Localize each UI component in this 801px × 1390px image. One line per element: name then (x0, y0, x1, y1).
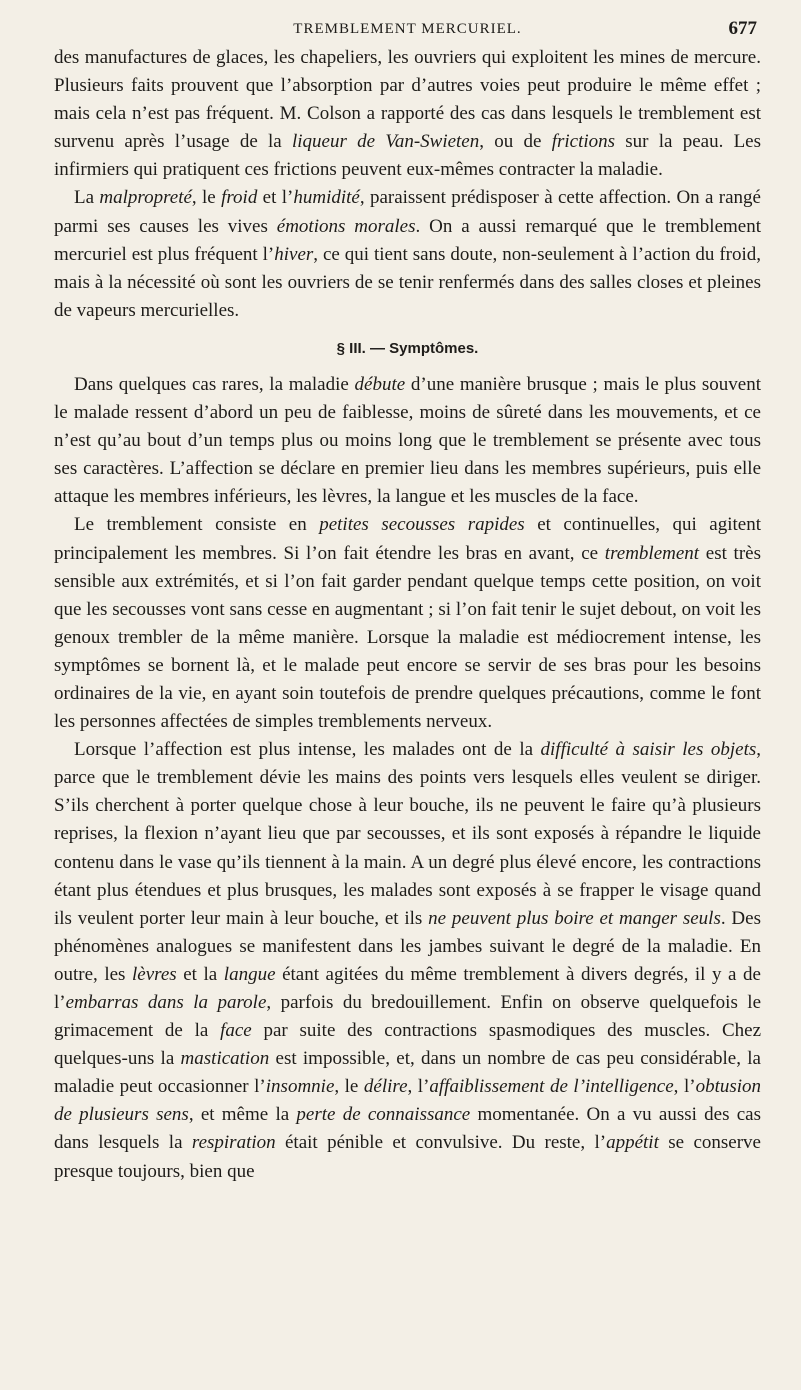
text-run: des manufactures de glaces, les chapeliers, les ouvriers qui exploitent les mines de mercure. Plusieurs faits prouvent que l’absorption par d’autres voies peut produire le même effet ; mais cela n’est pas fréquent. M. Colson a rapporté des cas dans lesquels le tremblement est survenu après l’usage de la (54, 47, 761, 153)
text-run: . Des phénomènes analogues se manifestent dans les jambes suivant le degré de la maladie. En outre, les (54, 907, 761, 985)
text-run: , le (334, 1076, 364, 1098)
italic-text: affaiblissement de l’intelligence (429, 1076, 674, 1098)
italic-text: perte de connaissance (296, 1104, 471, 1126)
italic-text: hiver (274, 243, 314, 265)
italic-text: embarras dans la parole (65, 992, 267, 1013)
italic-text: froid (221, 187, 258, 209)
page-number: 677 (728, 18, 757, 39)
text-run: Dans quelques cas rares, la maladie (74, 373, 355, 395)
text-run: étant agitées du même tremblement à divers degrés, il y a de l’ (54, 963, 761, 1013)
text-run: , ou de (479, 131, 552, 153)
body-text (54, 44, 761, 1186)
running-head: TREMBLEMENT MERCURIEL. (293, 21, 522, 37)
italic-text: malpropreté (99, 187, 192, 209)
italic-text: émotions morales (276, 215, 416, 237)
text-run: . On a aussi remarqué que le tremblement mercuriel est plus fréquent l’ (54, 215, 762, 265)
italic-text: respiration (191, 1132, 276, 1154)
paragraph (54, 184, 761, 324)
text-run: Lorsque l’affection est plus intense, les malades ont de la (74, 739, 541, 761)
italic-text: liqueur de Van-Swieten (292, 131, 480, 153)
text-run: était pénible et convulsive. Du reste, l’ (275, 1132, 607, 1154)
italic-text: petites secousses rapides (319, 514, 525, 536)
text-run: par suite des contractions spasmodiques des muscles. Chez quelques-uns la (54, 1020, 761, 1070)
text-run: , le (191, 187, 222, 209)
paragraph (54, 44, 761, 184)
text-run: se conserve presque toujours, bien que (54, 1132, 761, 1182)
italic-text: mastication (180, 1048, 270, 1070)
text-run: et continuelles, qui agitent principalement les membres. Si l’on fait étendre les bras en avant, ce (54, 514, 761, 564)
text-run: Le tremblement consiste en (74, 514, 320, 536)
italic-text: ne peuvent plus boire et manger seuls (428, 907, 721, 929)
text-run: et la (176, 963, 224, 985)
paragraph (54, 371, 761, 511)
section-heading: § III. — Symptômes. (336, 339, 479, 357)
italic-text: tremblement (604, 542, 700, 564)
italic-text: langue (223, 963, 276, 985)
text-run: , parfois du bredouillement. Enfin on observe quelquefois le grimacement de la (54, 992, 762, 1042)
text-run: est très sensible aux extrémités, et si l’on fait garder pendant quelque temps cette position, on voit que les secousses vont sans cesse en augmentant ; si l’on fait tenir le sujet debout, on voit les genoux trembler de la même manière. Lorsque la maladie est médiocrement intense, les symptômes se bornent là, et le malade peut encore se servir de ses bras pour les besoins ordinaires de la vie, en ayant soin toutefois de prendre quelques précautions, comme le font les personnes affectées de simples tremblements nerveux. (54, 542, 761, 733)
italic-text: difficulté à saisir les objets (540, 739, 757, 761)
italic-text: humidité (293, 187, 360, 209)
text-run: , l’ (407, 1076, 430, 1098)
text-run: , parce que le tremblement dévie les mains des points vers lesquels elles veulent se diriger. S’ils cherchent à porter quelque chose à leur bouche, ils ne peuvent le faire qu’à plusieurs reprises, la flexion n’ayant lieu que par secousses, et ils sont exposés à répandre le liquide contenu dans le vase qu’ils tiennent à la main. A un degré plus élevé encore, les contractions étant plus étendues et plus brusques, les malades sont exposés à se frapper le visage quand ils veulent porter leur main à leur bouche, et ils (54, 739, 761, 929)
text-run: est impossible, et, dans un nombre de cas peu considérable, la maladie peut occasionner l’ (54, 1048, 761, 1098)
italic-text: lèvres (132, 963, 177, 985)
italic-text: obtusion de plusieurs sens (54, 1076, 762, 1126)
paragraph (54, 736, 761, 1186)
text-run: , et même la (188, 1104, 297, 1126)
text-run: , l’ (673, 1076, 696, 1098)
text-run: et l’ (257, 187, 294, 209)
italic-text: face (220, 1020, 252, 1042)
italic-text: délire (363, 1076, 408, 1098)
text-run: La (74, 187, 100, 209)
italic-text: insomnie (265, 1076, 335, 1098)
text-run: d’une manière brusque ; mais le plus souvent le malade ressent d’abord un peu de faiblesse, moins de sûreté dans les mouvements, et ce n’est qu’au bout d’un temps plus ou moins long que le tremblement se présente avec tous ses caractères. L’affection se déclare en premier lieu dans les membres supérieurs, puis elle attaque les membres inférieurs, les lèvres, la langue et les muscles de la face. (54, 373, 761, 508)
text-run: sur la peau. Les infirmiers qui pratiquent ces frictions peuvent eux-mêmes contracter la maladie. (54, 131, 762, 181)
paragraph (54, 511, 761, 736)
page-header (54, 14, 761, 44)
text-run: momentanée. On a vu aussi des cas dans lesquels la (54, 1104, 762, 1154)
italic-text: débute (354, 373, 406, 395)
text-run: , paraissent prédisposer à cette affection. On a rangé parmi ses causes les vives (54, 187, 761, 237)
text-run: , ce qui tient sans doute, non-seulement à l’action du froid, mais à la nécessité où sont les ouvriers de se tenir renfermés dans des salles closes et pleines de vapeurs mercurielles. (54, 243, 761, 321)
italic-text: frictions (551, 131, 616, 153)
italic-text: appétit (606, 1132, 659, 1154)
